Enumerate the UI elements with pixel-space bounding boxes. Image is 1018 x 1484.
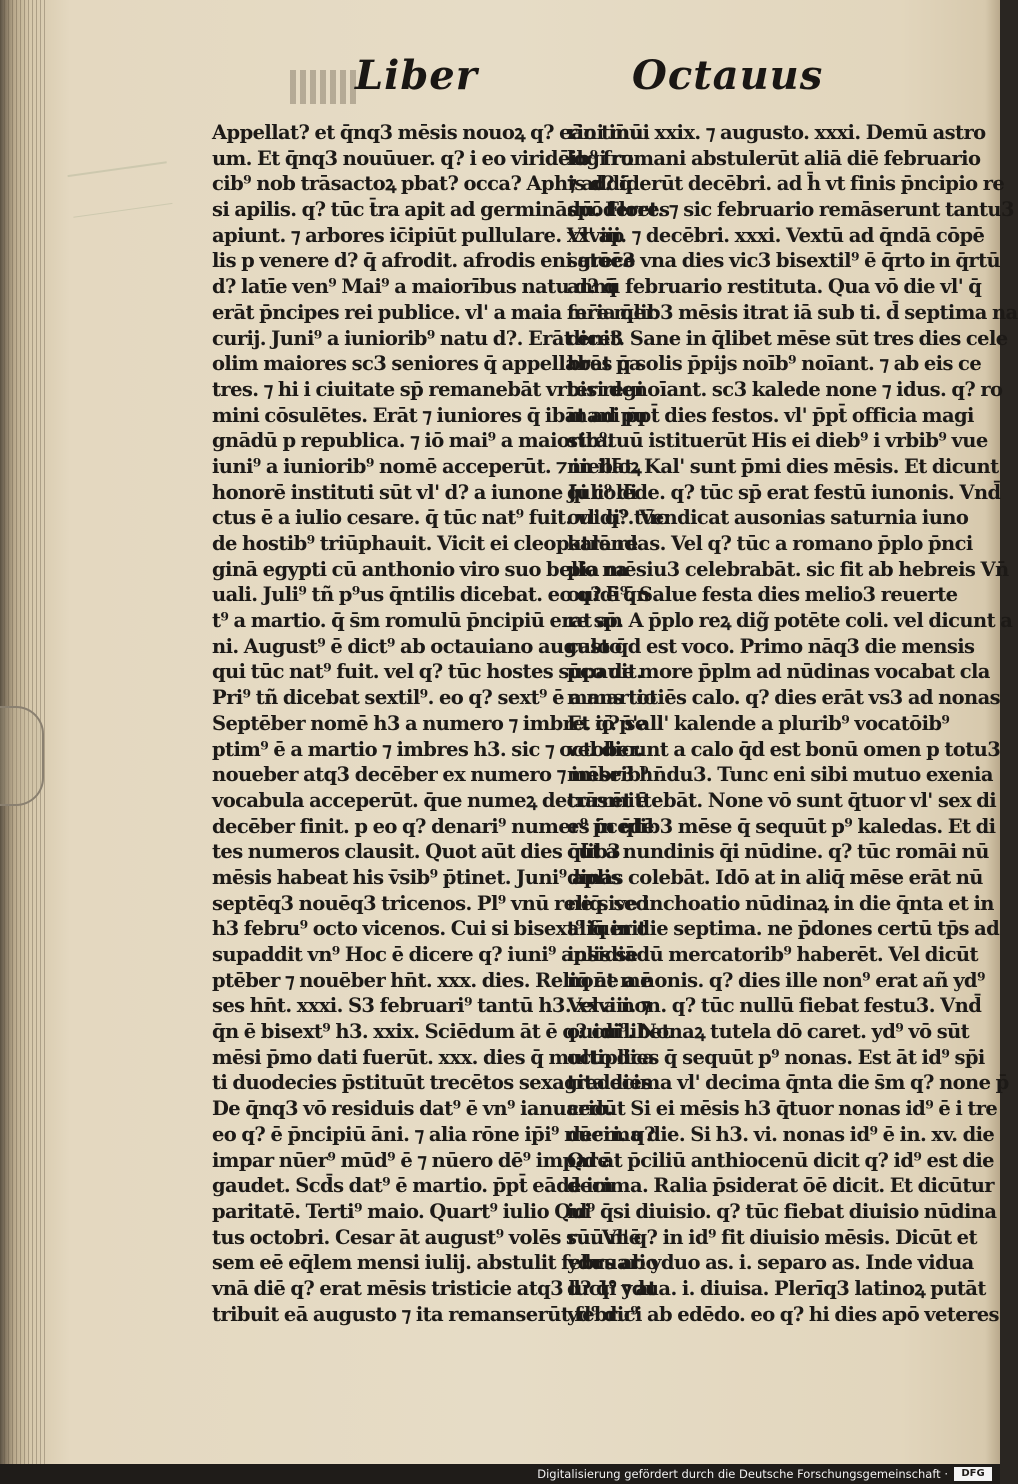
text-line: tus octobri. Cesar āt august⁹ volēs suū mē <box>212 1225 641 1249</box>
text-line: vocabula acceperūt. q̄ue numeꝝ decurrēt ē <box>212 788 649 812</box>
page-clip <box>0 706 44 806</box>
text-line: decēber finit. p eo q? denari⁹ numer⁹ p̄cedē <box>212 814 654 838</box>
text-line: mans totiēs calo. q? dies erāt vs3 ad nonas <box>567 686 1001 710</box>
text-line: insidiādū mercatorib⁹ haberēt. Vel dicūt <box>567 943 978 966</box>
text-line: xxviii. ⁊ decēbri. xxxi. Vextū ad q̄ndā cōpē <box>567 223 985 247</box>
text-line: cib⁹ nob trāsactoꝝ pbat? occa? Aphis d? q̄ <box>212 172 633 196</box>
text-line: kalendas. Vel q? tūc a romano p̄plo p̄nci <box>567 532 973 555</box>
running-head-left: Liber <box>355 52 478 99</box>
text-line: erāt p̄ncipes rei publice. vl' a maia mr̄e mer <box>212 300 656 324</box>
text-line: lis p venere d? q̄ afrodit. afrodis eni grece <box>212 249 636 273</box>
text-line: cedūt Si ei mēsis h3 q̄tuor nonas id⁹ ē i tre <box>567 1097 998 1121</box>
text-line: curij. Juni⁹ a iuniorib⁹ natu d?. Erāt eni3 <box>212 326 623 350</box>
text-line: teri denoīant. sc3 kalede none ⁊ idus. q? ro <box>567 377 1003 401</box>
text-line: rū. Vl' q? in id⁹ fit diuisio mēsis. Dicūt et <box>567 1225 977 1249</box>
text-line: mēse3 hn̄du3. Tunc eni sibi mutuo exenia <box>567 763 993 787</box>
text-line: p̄co de more p̄plm ad nūdinas vocabat cla <box>567 660 990 684</box>
text-line: vel dicunt a calo q̄d est bonū omen p totu3 <box>567 737 1001 761</box>
text-line: tes numeros clausit. Quot aūt dies q̄lib3 <box>212 840 621 864</box>
text-line: bres q̄ solis p̄pijs noīb⁹ noīant. ⁊ ab eis ce <box>567 352 982 376</box>
text-line: eo q? ē p̄ncipiū āni. ⁊ alia rōne ip̄i⁹ nūeri. q? <box>212 1122 655 1146</box>
text-line: pia mēsiu3 celebrabāt. sic fit ab hebreis Vn̄ <box>567 557 1009 581</box>
text-line: impar nūer⁹ mūd⁹ ē ⁊ nūero dē⁹ impare <box>212 1148 610 1172</box>
text-line: h3 febru⁹ octo vicenos. Cui si bisext⁹ fuerit <box>212 917 647 941</box>
text-line: uali. Juli⁹ tñ p⁹us q̄ntilis dicebat. eo q? ē q̄n <box>212 583 650 607</box>
text-line: q̄i colēde. q? tūc sp̄ erat festū iunonis. Vnd̄ <box>567 480 1001 504</box>
text-line: iuni⁹ a iuniorib⁹ nomē acceperūt. ⁊ in illoꝝ <box>212 454 642 478</box>
text-line: qui tūc nat⁹ fuit. vel q? tūc hostes supauit. <box>212 660 643 684</box>
text-line: ⁊ addiderūt decēbri. ad h̄ vt finis p̄ncipio re <box>567 172 1005 196</box>
text-line: mini cōsulētes. Erāt ⁊ iuniores q̄ ibāt ad pu <box>212 403 648 427</box>
text-line: dinas colebāt. Idō at in aliq̄ mēse erāt nū <box>567 865 983 889</box>
text-line: spōderet. ⁊ sic februario remāserunt tantu3 <box>567 198 1014 222</box>
text-line: ptim⁹ ē a martio ⁊ imbres h3. sic ⁊ october. <box>212 737 643 761</box>
text-line: logi romani abstulerūt aliā diē februario <box>567 146 981 170</box>
text-line: ne sive inchoatio nūdinaꝝ in die q̄nta et in <box>567 891 994 915</box>
text-line: mēsi p̄mo dati fuerūt. xxx. dies q̄ multiplica <box>212 1045 655 1069</box>
text-line: Pri⁹ tñ dicebat sextil⁹. eo q? sext⁹ ē a martio <box>212 686 656 710</box>
text-line: d? q̄i ydua. i. diuisa. Plerīq3 latinoꝝ putāt <box>567 1276 986 1300</box>
text-line: sem eē eq̄lem mensi iulij. abstulit februario <box>212 1251 658 1275</box>
text-line: ctus ē a iulio cesare. q̄ tūc nat⁹ fuit. vl' q? tūc <box>212 506 668 530</box>
text-line: mani p̄pt̄ dies festos. vl' p̄pt̄ officia magi <box>567 403 974 427</box>
text-line: rio tm̄ū. xxix. ⁊ augusto. xxxi. Demū astro <box>567 121 986 144</box>
text-line: ptēber ⁊ nouēber hn̄t. xxx. dies. Reliq̄ āt mē <box>212 968 652 992</box>
text-line: paritatē. Terti⁹ maio. Quart⁹ iulio Qui <box>212 1199 591 1223</box>
text-line: noueber atq3 decēber ex numero ⁊ imbrib⁹ <box>212 763 649 787</box>
text-line: gaudet. Scd̄s dat⁹ ē martio. p̄pt̄ eādē im <box>212 1174 614 1198</box>
running-head-right: Octauus <box>632 52 824 99</box>
text-column-right <box>567 120 1018 1327</box>
text-line: Septēber nomē h3 a numero ⁊ imbre. q? se <box>212 711 647 735</box>
text-line: ginā egypti cū anthonio viro suo bello na <box>212 557 628 581</box>
text-line: honorē instituti sūt vl' d? a iunone Juli⁹ di <box>212 480 637 504</box>
text-line: mēsis habeat his v̄sib⁹ p̄tinet. Juni⁹ aplis <box>212 865 621 889</box>
text-line: d? latīe ven⁹ Mai⁹ a maiorībus natu d? q̄ <box>212 275 617 299</box>
text-line: vnā diē q? erat mēsis tristicie atq3 luct⁹ ⁊ at <box>212 1276 657 1300</box>
text-line: de hostib⁹ triūphauit. Vicit ei cleopatrā re <box>212 532 638 555</box>
text-line: tribuit eā augusto ⁊ ita remanserūt febru⁹ <box>212 1302 639 1326</box>
text-line: calo q̄d est voco. Primo nāq3 die mensis <box>567 634 975 658</box>
text-line: yd⁹ dici ab edēdo. eo q? hi dies apō veteres <box>567 1302 999 1326</box>
text-line: Vel a non. q? tūc nullū fiebat festu3. Vnd̄ <box>567 994 982 1018</box>
text-line: t⁹ a martio. q̄ s̄m romulū p̄ncipiū erat an <box>212 609 623 633</box>
text-line: id⁹ q̄si diuisio. q? tūc fiebat diuisio nūdina <box>567 1199 997 1223</box>
text-line: annū februario restituta. Qua vō die vl' q̄ <box>567 275 982 299</box>
text-line: ydus ab yduo as. i. separo as. Inde vidua <box>567 1251 974 1275</box>
text-line: septēq3 nouēq3 tricenos. Pl⁹ vnū reliq̄. sed <box>212 891 649 915</box>
text-column-left <box>212 120 670 1327</box>
text-line: olim maiores sc3 seniores q̄ appellabāt pa <box>212 352 641 376</box>
text-line: cūt a nundinis q̄i nūdine. q? tūc romāi nū <box>567 840 989 864</box>
text-line: Et iō p̄'all' kalende a plurib⁹ vocatōib⁹ <box>567 711 950 735</box>
text-line: ouidi⁹. Nonaꝝ tutela dō caret. yd⁹ vō sūt <box>567 1020 970 1044</box>
text-line: trāsmittebāt. None vō sunt q̄tuor vl' sex di <box>567 788 997 812</box>
text-line: ti duodecies p̄stituūt trecētos sexagita dies <box>212 1071 652 1095</box>
text-line: supaddit vn⁹ Hoc ē dicere q? iuni⁹ aplis se <box>212 943 638 966</box>
bleed-through-marks <box>290 70 360 104</box>
text-line: dicet. Sane in q̄libet mēse sūt tres dies cele <box>567 326 1008 350</box>
text-line: aliq̄ in die septima. ne p̄dones certū tp̄s ad <box>567 917 1000 941</box>
text-line: decima. Ralia p̄siderat ōē dicit. Et dicūtur <box>567 1174 994 1198</box>
text-line: re sp̄. A p̄plo reꝝ dig̃ potēte coli. vel dicunt a <box>567 609 1013 633</box>
text-line: niebāt. Kal' sunt p̄mi dies mēsis. Et dicunt <box>567 454 999 478</box>
text-line: feria q̄lib3 mēsis itrat iā sub ti. d̄ septima na <box>567 300 1018 324</box>
text-line: stratuū istituerūt His ei dieb⁹ i vrbib⁹ vue <box>567 429 988 453</box>
text-line: satōē3 vna dies vic3 bisextil⁹ ē q̄rto in q̄rtū <box>567 249 1001 273</box>
text-line: apiunt. ⁊ arbores ic̄ipiūt pullulare. Vl' ap <box>212 223 624 247</box>
text-line: decima die. Si h3. vi. nonas id⁹ ē in. xv. die <box>567 1122 995 1146</box>
text-line: gnādū p republica. ⁊ iō mai⁹ a maiorib⁹. <box>212 429 613 453</box>
text-line: q̄n ē bisext⁹ h3. xxix. Sciēdum āt ē q? cuilibet <box>212 1020 670 1044</box>
text-line: De q̄nq3 vō residuis dat⁹ ē vn⁹ ianuario. <box>212 1097 613 1121</box>
text-line: es in q̄lib3 mēse q̄ sequūt p⁹ kaledas. Et di <box>567 814 996 838</box>
text-line: tres. ⁊ hi i ciuitate sp̄ remanebāt vrbis regi <box>212 377 644 401</box>
text-line: um. Et q̄nq3 nouūuer. q? i eo viridēib⁹ fru <box>212 146 634 170</box>
text-line: ouidi⁹. Salue festa dies melio3 reuerte <box>567 583 958 607</box>
text-line: none a nonis. q? dies ille non⁹ erat añ yd⁹ <box>567 968 985 992</box>
text-line: tredecima vl' decima q̄nta die s̄m q? none p̄ <box>567 1071 1009 1095</box>
text-line: si apilis. q? tūc t̄ra apit ad germinādū. Flores <box>212 198 670 222</box>
text-line: ni. August⁹ ē dict⁹ ab octauiano augusto <box>212 634 622 658</box>
dfg-logo: DFG <box>954 1467 992 1481</box>
text-line: Qd āt p̄ciliū anthiocenū dicit q? id⁹ est die <box>567 1148 994 1172</box>
text-line: ouidi⁹. Vendicat ausonias saturnia iuno <box>567 506 969 530</box>
text-line: octo dies q̄ sequūt p⁹ nonas. Est āt id⁹ sp̄i <box>567 1045 985 1069</box>
text-line: Appellat? et q̄nq3 mēsis nouoꝝ q? eāni inui <box>212 121 650 144</box>
funding-credit: Digitalisierung gefördert durch die Deutsche Forschungsgemeinschaft · <box>537 1467 948 1481</box>
text-line: ses hn̄t. xxxi. S3 februari⁹ tantū h3. xxviii. ⁊ <box>212 994 650 1018</box>
